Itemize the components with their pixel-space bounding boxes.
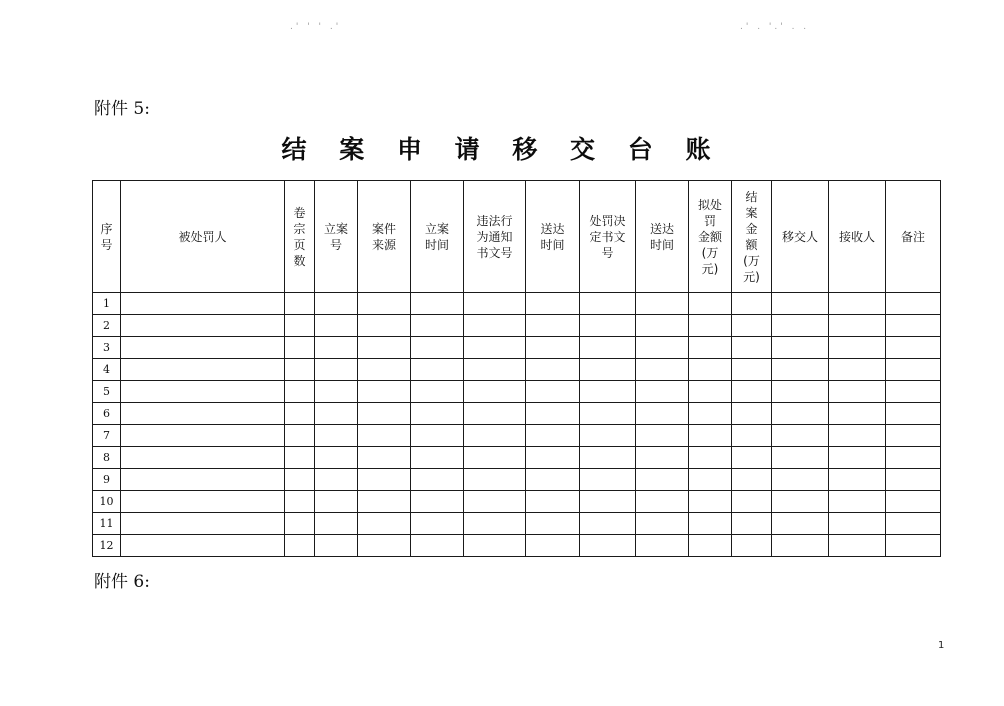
empty-cell <box>315 469 358 491</box>
row-number-cell: 5 <box>93 381 121 403</box>
empty-cell <box>772 315 829 337</box>
empty-cell <box>315 535 358 557</box>
row-number-cell: 4 <box>93 359 121 381</box>
table-row <box>93 535 941 557</box>
table-row <box>93 337 941 359</box>
row-number-cell: 8 <box>93 447 121 469</box>
empty-cell <box>315 403 358 425</box>
empty-cell <box>732 315 772 337</box>
empty-cell <box>829 491 886 513</box>
empty-cell <box>772 535 829 557</box>
empty-cell <box>580 337 636 359</box>
empty-cell <box>732 513 772 535</box>
empty-cell <box>732 425 772 447</box>
empty-cell <box>526 315 580 337</box>
empty-cell <box>636 315 689 337</box>
empty-cell <box>358 403 411 425</box>
empty-cell <box>886 491 941 513</box>
table-header-row <box>93 181 941 293</box>
empty-cell <box>464 359 526 381</box>
empty-cell <box>580 491 636 513</box>
empty-cell <box>526 513 580 535</box>
empty-cell <box>358 491 411 513</box>
empty-cell <box>464 535 526 557</box>
empty-cell <box>636 359 689 381</box>
empty-cell <box>772 469 829 491</box>
row-number-cell: 11 <box>93 513 121 535</box>
empty-cell <box>829 315 886 337</box>
empty-cell <box>315 381 358 403</box>
empty-cell <box>732 447 772 469</box>
row-number-cell: 3 <box>93 337 121 359</box>
table-row <box>93 469 941 491</box>
empty-cell <box>689 293 732 315</box>
page-number: 1 <box>938 640 945 651</box>
row-number-cell: 2 <box>93 315 121 337</box>
empty-cell <box>411 447 464 469</box>
empty-cell <box>464 293 526 315</box>
header-cell-closing-amount: 结 案 金 额 (万 元) <box>732 181 772 293</box>
empty-cell <box>886 337 941 359</box>
empty-cell <box>315 491 358 513</box>
empty-cell <box>411 469 464 491</box>
empty-cell <box>121 535 285 557</box>
empty-cell <box>772 425 829 447</box>
empty-cell <box>772 359 829 381</box>
empty-cell <box>464 469 526 491</box>
empty-cell <box>464 425 526 447</box>
empty-cell <box>411 513 464 535</box>
empty-cell <box>886 359 941 381</box>
empty-cell <box>829 337 886 359</box>
empty-cell <box>732 403 772 425</box>
empty-cell <box>411 293 464 315</box>
empty-cell <box>358 469 411 491</box>
table-row <box>93 359 941 381</box>
empty-cell <box>772 337 829 359</box>
empty-cell <box>121 359 285 381</box>
empty-cell <box>358 381 411 403</box>
empty-cell <box>636 425 689 447</box>
empty-cell <box>315 337 358 359</box>
empty-cell <box>315 425 358 447</box>
empty-cell <box>285 447 315 469</box>
empty-cell <box>636 381 689 403</box>
empty-cell <box>526 293 580 315</box>
table-row <box>93 293 941 315</box>
header-cell-seq: 序 号 <box>93 181 121 293</box>
empty-cell <box>580 447 636 469</box>
attachment-label-top: 附件 5: <box>94 99 150 119</box>
table-row <box>93 491 941 513</box>
empty-cell <box>411 381 464 403</box>
empty-cell <box>580 469 636 491</box>
empty-cell <box>358 293 411 315</box>
empty-cell <box>580 425 636 447</box>
attachment-label-bottom: 附件 6: <box>94 572 150 592</box>
empty-cell <box>732 337 772 359</box>
empty-cell <box>464 513 526 535</box>
empty-cell <box>121 315 285 337</box>
empty-cell <box>829 425 886 447</box>
row-number-cell: 10 <box>93 491 121 513</box>
empty-cell <box>689 447 732 469</box>
header-cell-case-source: 案件 来源 <box>358 181 411 293</box>
empty-cell <box>411 315 464 337</box>
empty-cell <box>689 491 732 513</box>
empty-cell <box>121 425 285 447</box>
row-number-cell: 9 <box>93 469 121 491</box>
empty-cell <box>886 469 941 491</box>
empty-cell <box>689 381 732 403</box>
empty-cell <box>689 337 732 359</box>
empty-cell <box>285 491 315 513</box>
empty-cell <box>636 293 689 315</box>
empty-cell <box>285 425 315 447</box>
empty-cell <box>121 293 285 315</box>
empty-cell <box>689 315 732 337</box>
row-number-cell: 7 <box>93 425 121 447</box>
header-cell-proposed-fine: 拟处 罚 金额 (万 元) <box>689 181 732 293</box>
empty-cell <box>829 447 886 469</box>
empty-cell <box>886 425 941 447</box>
table-row <box>93 447 941 469</box>
scan-artifact-right: .' . '.' . . <box>740 22 810 32</box>
empty-cell <box>772 513 829 535</box>
empty-cell <box>772 381 829 403</box>
empty-cell <box>526 403 580 425</box>
empty-cell <box>580 403 636 425</box>
empty-cell <box>636 491 689 513</box>
empty-cell <box>121 491 285 513</box>
empty-cell <box>526 447 580 469</box>
empty-cell <box>464 403 526 425</box>
empty-cell <box>636 447 689 469</box>
empty-cell <box>689 535 732 557</box>
case-transfer-ledger-table <box>92 180 941 557</box>
empty-cell <box>829 293 886 315</box>
empty-cell <box>732 293 772 315</box>
empty-cell <box>411 425 464 447</box>
empty-cell <box>772 293 829 315</box>
row-number-cell: 1 <box>93 293 121 315</box>
empty-cell <box>580 513 636 535</box>
empty-cell <box>411 535 464 557</box>
empty-cell <box>829 381 886 403</box>
empty-cell <box>689 469 732 491</box>
empty-cell <box>772 447 829 469</box>
empty-cell <box>285 337 315 359</box>
empty-cell <box>886 381 941 403</box>
empty-cell <box>464 381 526 403</box>
empty-cell <box>886 447 941 469</box>
table-row <box>93 513 941 535</box>
empty-cell <box>411 403 464 425</box>
empty-cell <box>285 469 315 491</box>
empty-cell <box>580 315 636 337</box>
header-cell-receiver: 接收人 <box>829 181 886 293</box>
table-row <box>93 315 941 337</box>
empty-cell <box>772 403 829 425</box>
empty-cell <box>636 337 689 359</box>
empty-cell <box>285 315 315 337</box>
empty-cell <box>285 535 315 557</box>
empty-cell <box>358 425 411 447</box>
empty-cell <box>526 337 580 359</box>
empty-cell <box>886 513 941 535</box>
empty-cell <box>526 535 580 557</box>
empty-cell <box>411 337 464 359</box>
empty-cell <box>121 381 285 403</box>
empty-cell <box>358 513 411 535</box>
header-cell-remarks: 备注 <box>886 181 941 293</box>
empty-cell <box>580 359 636 381</box>
document-title: 结 案 申 请 移 交 台 账 <box>281 135 723 164</box>
row-number-cell: 6 <box>93 403 121 425</box>
empty-cell <box>358 359 411 381</box>
empty-cell <box>411 359 464 381</box>
empty-cell <box>732 381 772 403</box>
empty-cell <box>829 359 886 381</box>
header-cell-delivery-time-2: 送达 时间 <box>636 181 689 293</box>
empty-cell <box>285 513 315 535</box>
empty-cell <box>732 535 772 557</box>
empty-cell <box>526 425 580 447</box>
empty-cell <box>829 513 886 535</box>
empty-cell <box>121 469 285 491</box>
empty-cell <box>315 293 358 315</box>
empty-cell <box>829 403 886 425</box>
empty-cell <box>285 403 315 425</box>
empty-cell <box>358 447 411 469</box>
empty-cell <box>121 447 285 469</box>
empty-cell <box>732 469 772 491</box>
empty-cell <box>464 337 526 359</box>
header-cell-penalty-decision-number: 处罚决 定书文 号 <box>580 181 636 293</box>
table-row <box>93 425 941 447</box>
empty-cell <box>689 425 732 447</box>
empty-cell <box>315 447 358 469</box>
header-cell-penalized-party: 被处罚人 <box>121 181 285 293</box>
empty-cell <box>464 447 526 469</box>
table-row <box>93 403 941 425</box>
empty-cell <box>526 381 580 403</box>
header-cell-violation-notice-number: 违法行 为通知 书文号 <box>464 181 526 293</box>
empty-cell <box>358 315 411 337</box>
table-row <box>93 381 941 403</box>
empty-cell <box>121 403 285 425</box>
empty-cell <box>580 381 636 403</box>
empty-cell <box>732 491 772 513</box>
empty-cell <box>526 359 580 381</box>
empty-cell <box>689 403 732 425</box>
empty-cell <box>689 513 732 535</box>
empty-cell <box>411 491 464 513</box>
empty-cell <box>315 359 358 381</box>
empty-cell <box>285 293 315 315</box>
empty-cell <box>526 491 580 513</box>
header-cell-file-pages: 卷 宗 页 数 <box>285 181 315 293</box>
empty-cell <box>358 337 411 359</box>
empty-cell <box>285 359 315 381</box>
empty-cell <box>732 359 772 381</box>
header-cell-case-number: 立案 号 <box>315 181 358 293</box>
empty-cell <box>121 513 285 535</box>
empty-cell <box>464 491 526 513</box>
empty-cell <box>121 337 285 359</box>
empty-cell <box>886 403 941 425</box>
empty-cell <box>580 293 636 315</box>
empty-cell <box>886 315 941 337</box>
empty-cell <box>829 535 886 557</box>
header-cell-filing-time: 立案 时间 <box>411 181 464 293</box>
row-number-cell: 12 <box>93 535 121 557</box>
empty-cell <box>772 491 829 513</box>
empty-cell <box>526 469 580 491</box>
empty-cell <box>636 513 689 535</box>
scan-artifact-left: .' ' ' .' <box>290 22 342 32</box>
empty-cell <box>358 535 411 557</box>
empty-cell <box>315 513 358 535</box>
header-cell-transferor: 移交人 <box>772 181 829 293</box>
empty-cell <box>315 315 358 337</box>
empty-cell <box>829 469 886 491</box>
header-cell-delivery-time-1: 送达 时间 <box>526 181 580 293</box>
empty-cell <box>636 403 689 425</box>
empty-cell <box>886 293 941 315</box>
empty-cell <box>689 359 732 381</box>
empty-cell <box>886 535 941 557</box>
empty-cell <box>580 535 636 557</box>
empty-cell <box>285 381 315 403</box>
empty-cell <box>636 469 689 491</box>
empty-cell <box>464 315 526 337</box>
empty-cell <box>636 535 689 557</box>
table-body <box>93 293 941 557</box>
